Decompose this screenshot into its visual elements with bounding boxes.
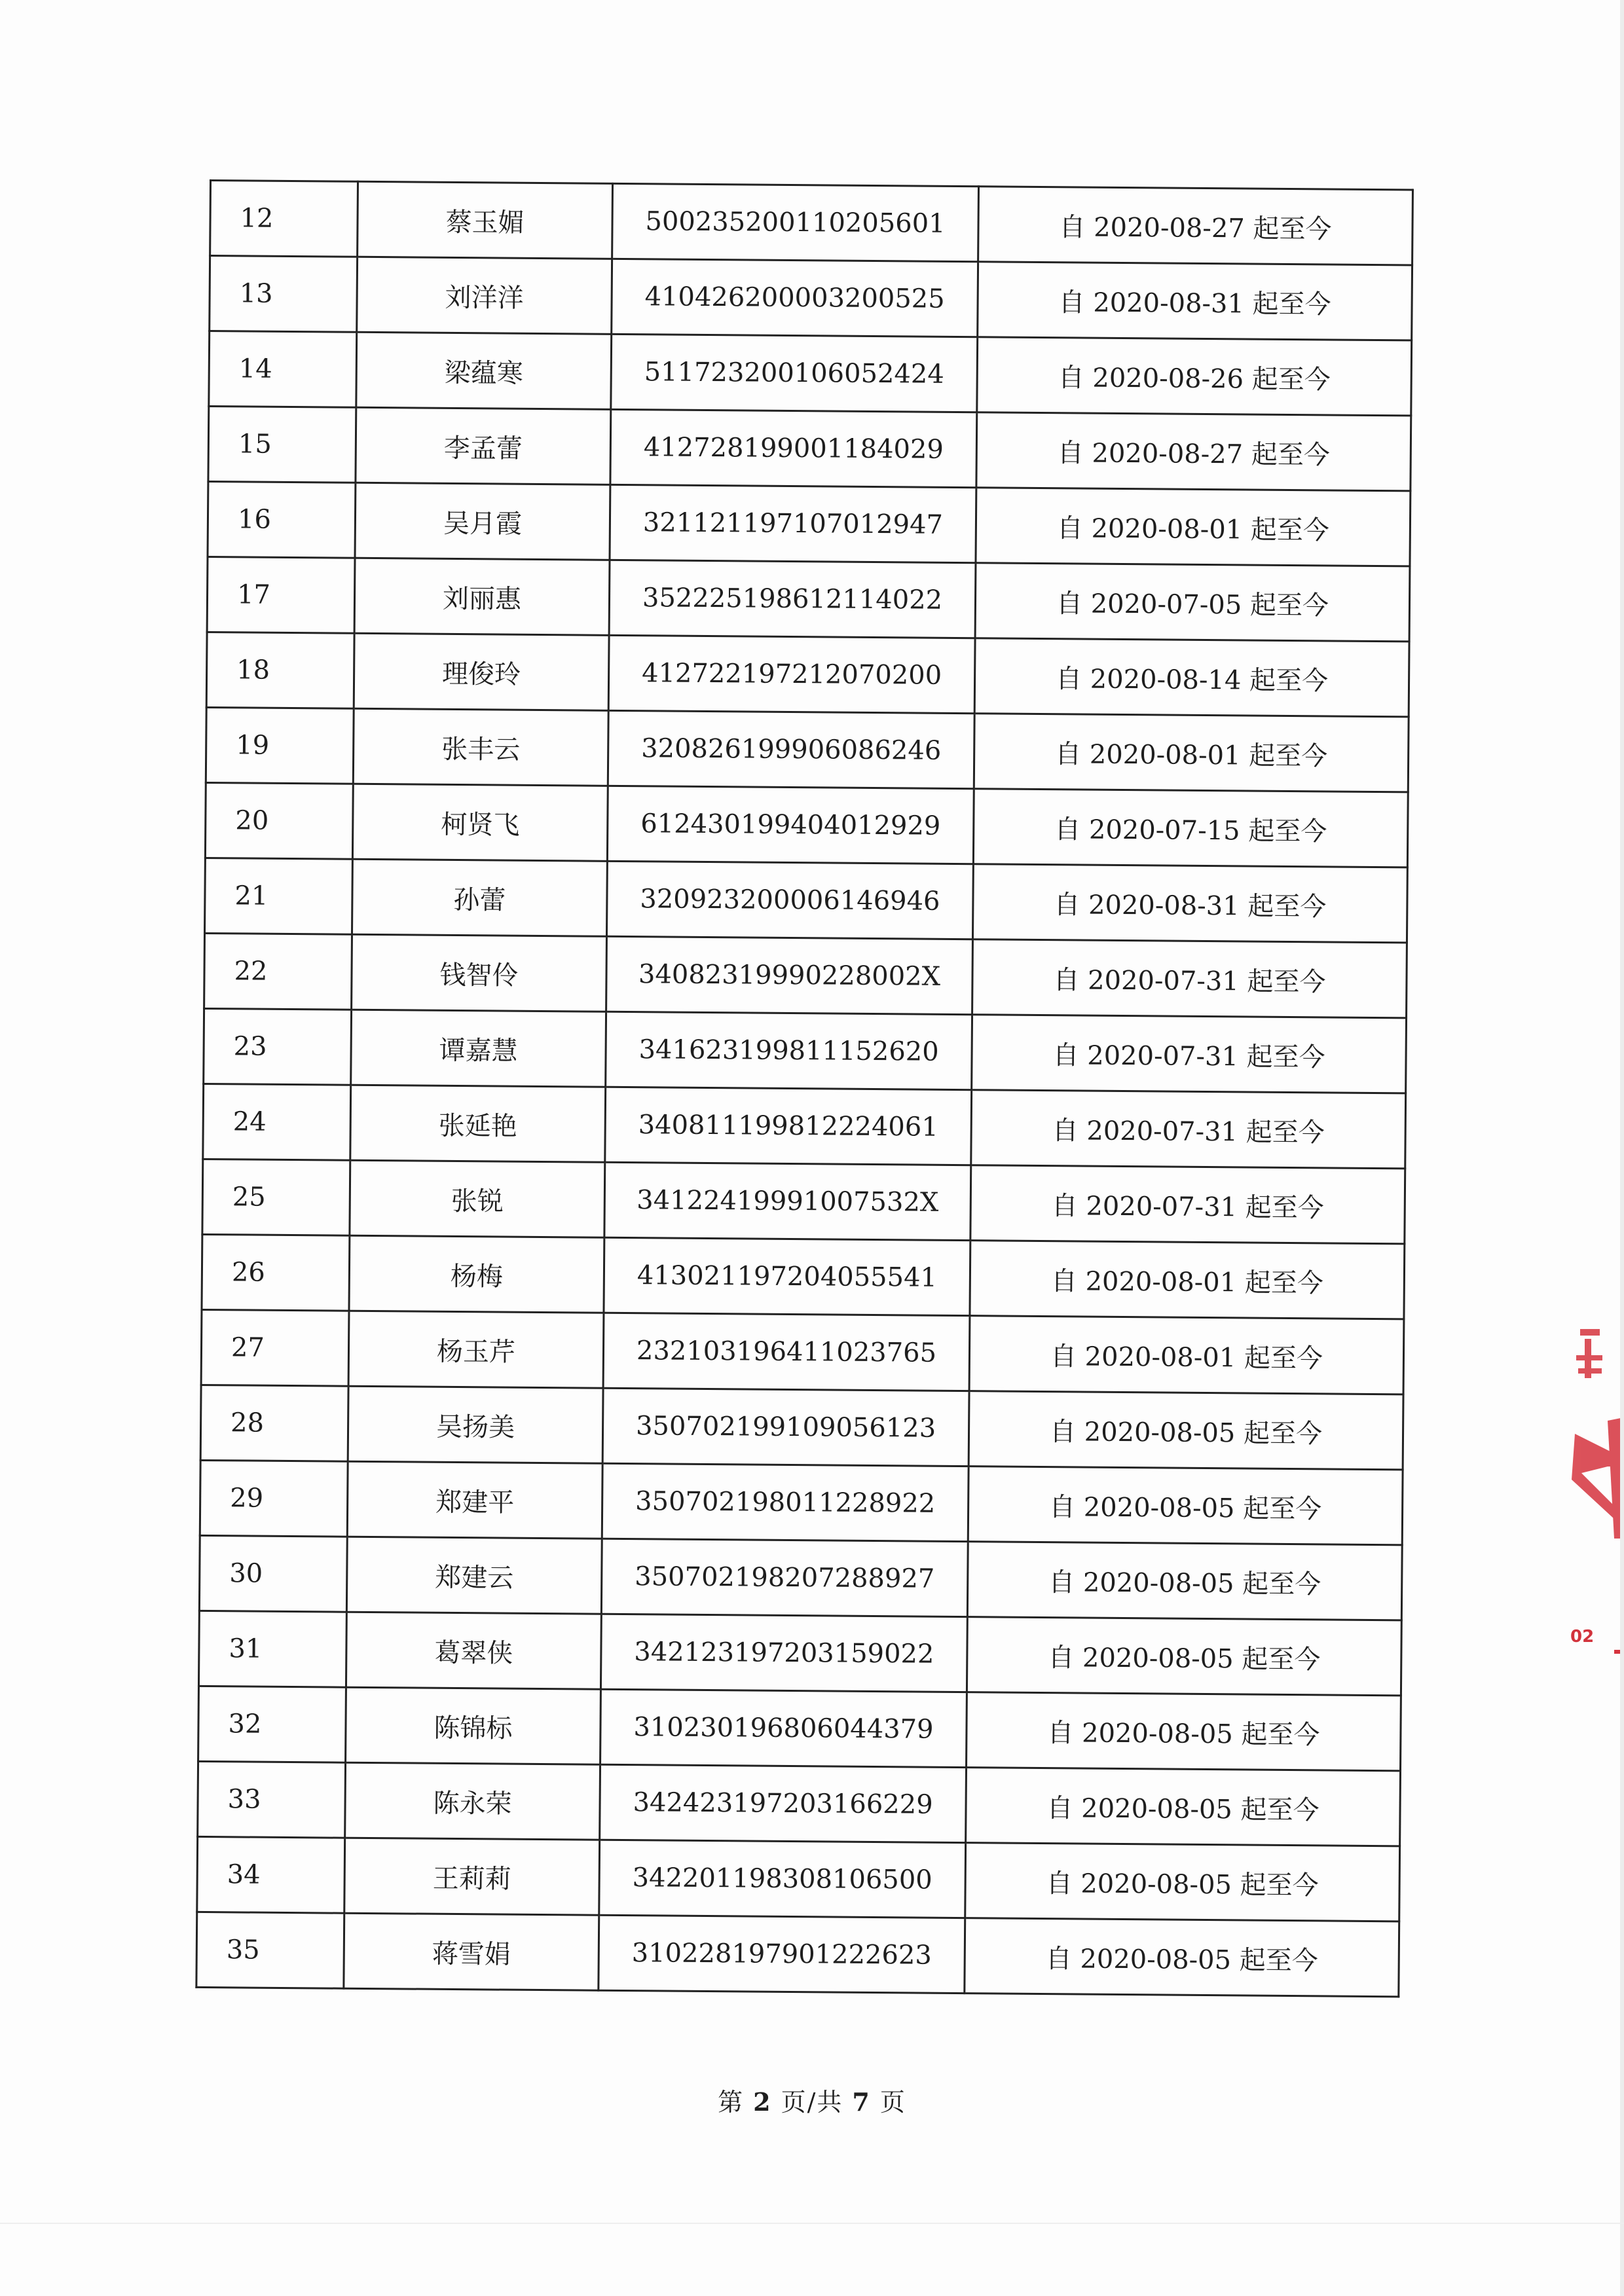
table-row bbox=[204, 933, 1407, 1017]
footer-total-pages: 7 bbox=[852, 2087, 871, 2117]
row-period: 自 2020-08-05 起至今 bbox=[967, 1617, 1401, 1696]
row-number: 25 bbox=[202, 1159, 350, 1235]
footer-middle: 页/共 bbox=[781, 2088, 843, 2117]
row-id-number: 612430199404012929 bbox=[607, 786, 974, 864]
row-number: 29 bbox=[200, 1460, 348, 1537]
row-name: 刘丽惠 bbox=[354, 558, 610, 635]
row-period: 自 2020-07-15 起至今 bbox=[973, 789, 1408, 867]
row-id-number: 310228197901222623 bbox=[599, 1915, 965, 1993]
row-id-number: 321121197107012947 bbox=[610, 484, 976, 562]
row-name: 张丰云 bbox=[353, 708, 608, 786]
row-id-number: 341623199811152620 bbox=[606, 1011, 972, 1089]
row-name: 杨梅 bbox=[349, 1235, 604, 1313]
row-id-number: 412722197212070200 bbox=[608, 635, 975, 713]
row-number: 26 bbox=[202, 1234, 350, 1311]
table-row bbox=[196, 1912, 1399, 1996]
footer-suffix: 页 bbox=[879, 2088, 906, 2117]
row-name: 葛翠侠 bbox=[346, 1612, 601, 1689]
row-name: 郑建平 bbox=[347, 1461, 602, 1539]
table-row bbox=[210, 256, 1412, 340]
row-name: 张延艳 bbox=[350, 1085, 606, 1162]
footer-prefix: 第 bbox=[718, 2088, 745, 2117]
row-period: 自 2020-07-05 起至今 bbox=[975, 563, 1410, 642]
row-name: 李孟蕾 bbox=[356, 407, 611, 484]
roster-table-wrapper bbox=[195, 179, 1382, 1997]
row-name: 谭嘉慧 bbox=[351, 1010, 606, 1087]
row-period: 自 2020-08-05 起至今 bbox=[965, 1918, 1399, 1997]
row-id-number: 511723200106052424 bbox=[611, 334, 978, 412]
row-number: 21 bbox=[205, 858, 353, 934]
row-number: 15 bbox=[208, 407, 356, 483]
table-row bbox=[208, 481, 1411, 566]
row-id-number: 34082319990228002X bbox=[606, 936, 973, 1014]
row-number: 32 bbox=[198, 1686, 346, 1762]
row-period: 自 2020-08-27 起至今 bbox=[976, 412, 1411, 491]
row-name: 吴月霞 bbox=[355, 483, 610, 560]
row-id-number: 350702198011228922 bbox=[602, 1463, 969, 1541]
table-row bbox=[208, 407, 1411, 491]
row-period: 自 2020-08-27 起至今 bbox=[978, 187, 1413, 265]
row-name: 王莉莉 bbox=[344, 1838, 600, 1915]
row-name: 陈永荣 bbox=[345, 1762, 600, 1840]
row-id-number: 413021197204055541 bbox=[604, 1237, 970, 1315]
roster-table bbox=[195, 179, 1414, 1997]
table-row bbox=[207, 556, 1410, 641]
row-period: 自 2020-08-05 起至今 bbox=[967, 1542, 1402, 1620]
table-row bbox=[200, 1460, 1403, 1544]
scan-edge bbox=[1620, 0, 1624, 2296]
row-period: 自 2020-08-05 起至今 bbox=[965, 1843, 1400, 1922]
row-period: 自 2020-08-05 起至今 bbox=[969, 1391, 1403, 1470]
table-row bbox=[206, 707, 1409, 792]
row-name: 吴扬美 bbox=[348, 1386, 603, 1463]
table-row bbox=[202, 1159, 1405, 1243]
row-name: 孙蕾 bbox=[352, 859, 607, 936]
row-period: 自 2020-07-31 起至今 bbox=[972, 1015, 1407, 1093]
row-number: 27 bbox=[201, 1309, 349, 1386]
footer-current-page: 2 bbox=[753, 2087, 772, 2117]
row-name: 陈锦标 bbox=[346, 1687, 601, 1764]
row-period: 自 2020-07-31 起至今 bbox=[971, 1090, 1406, 1169]
row-number: 20 bbox=[205, 782, 353, 859]
row-id-number: 342201198308106500 bbox=[599, 1840, 966, 1918]
row-id-number: 410426200003200525 bbox=[612, 259, 978, 337]
row-id-number: 232103196411023765 bbox=[603, 1313, 970, 1391]
row-name: 梁蕴寒 bbox=[356, 332, 612, 409]
table-row bbox=[204, 1008, 1407, 1093]
row-name: 杨玉芹 bbox=[348, 1311, 604, 1388]
row-id-number: 350702198207288927 bbox=[601, 1539, 968, 1616]
row-number: 17 bbox=[207, 556, 355, 633]
row-period: 自 2020-08-01 起至今 bbox=[970, 1241, 1405, 1319]
row-number: 16 bbox=[208, 481, 356, 558]
row-period: 自 2020-07-31 起至今 bbox=[970, 1165, 1405, 1244]
row-number: 13 bbox=[210, 256, 358, 333]
row-id-number: 310230196806044379 bbox=[600, 1689, 967, 1767]
row-id-number: 320826199906086246 bbox=[608, 710, 974, 788]
scan-bottom-line bbox=[0, 2223, 1624, 2224]
row-number: 12 bbox=[210, 181, 358, 257]
row-name: 蔡玉媚 bbox=[358, 181, 613, 259]
row-number: 18 bbox=[206, 632, 354, 708]
row-period: 自 2020-08-26 起至今 bbox=[977, 337, 1412, 416]
table-row bbox=[200, 1385, 1403, 1469]
row-id-number: 350702199109056123 bbox=[602, 1388, 969, 1466]
row-period: 自 2020-07-31 起至今 bbox=[972, 939, 1407, 1018]
row-number: 33 bbox=[198, 1761, 346, 1838]
row-id-number: 34122419991007532X bbox=[604, 1162, 971, 1240]
row-period: 自 2020-08-01 起至今 bbox=[976, 488, 1411, 566]
row-period: 自 2020-08-05 起至今 bbox=[967, 1692, 1401, 1771]
row-number: 14 bbox=[209, 331, 357, 408]
seal-fragment-text: 02 bbox=[1570, 1627, 1595, 1647]
row-id-number: 342423197203166229 bbox=[600, 1764, 967, 1842]
row-name: 刘洋洋 bbox=[357, 257, 612, 334]
table-row bbox=[202, 1234, 1405, 1319]
table-row bbox=[203, 1084, 1406, 1168]
table-row bbox=[210, 181, 1413, 265]
row-id-number: 342123197203159022 bbox=[600, 1614, 967, 1692]
row-number: 28 bbox=[200, 1385, 348, 1461]
row-id-number: 320923200006146946 bbox=[606, 861, 973, 939]
red-seal-fragment bbox=[1568, 1303, 1624, 1669]
row-period: 自 2020-08-05 起至今 bbox=[966, 1768, 1401, 1846]
row-period: 自 2020-08-05 起至今 bbox=[968, 1467, 1403, 1545]
row-id-number: 352225198612114022 bbox=[609, 560, 976, 638]
table-row bbox=[206, 632, 1409, 716]
row-id-number: 412728199001184029 bbox=[610, 409, 977, 487]
row-period: 自 2020-08-14 起至今 bbox=[974, 638, 1409, 717]
table-row bbox=[198, 1686, 1401, 1770]
row-period: 自 2020-08-31 起至今 bbox=[978, 262, 1412, 340]
row-number: 30 bbox=[199, 1535, 347, 1612]
row-period: 自 2020-08-01 起至今 bbox=[974, 714, 1409, 792]
row-number: 35 bbox=[196, 1912, 344, 1988]
table-row bbox=[205, 858, 1408, 942]
table-row bbox=[199, 1535, 1402, 1620]
row-number: 19 bbox=[206, 707, 354, 784]
table-row bbox=[209, 331, 1412, 416]
row-number: 23 bbox=[204, 1008, 352, 1085]
table-row bbox=[205, 782, 1408, 867]
roster-table-body bbox=[196, 181, 1413, 1997]
row-name: 郑建云 bbox=[346, 1537, 602, 1614]
table-row bbox=[198, 1761, 1401, 1846]
row-number: 22 bbox=[204, 933, 352, 1010]
row-number: 24 bbox=[203, 1084, 351, 1160]
row-number: 34 bbox=[197, 1836, 345, 1913]
table-row bbox=[197, 1836, 1400, 1921]
row-period: 自 2020-08-01 起至今 bbox=[969, 1316, 1404, 1394]
row-name: 柯贤飞 bbox=[352, 784, 608, 861]
row-name: 蒋雪娟 bbox=[344, 1913, 599, 1990]
table-row bbox=[198, 1611, 1401, 1695]
page-footer bbox=[0, 2082, 1624, 2118]
row-name: 理俊玲 bbox=[354, 633, 609, 710]
row-name: 钱智伶 bbox=[352, 934, 607, 1011]
row-number: 31 bbox=[198, 1611, 346, 1687]
row-id-number: 500235200110205601 bbox=[612, 183, 979, 261]
row-period: 自 2020-08-31 起至今 bbox=[972, 864, 1407, 943]
row-id-number: 340811199812224061 bbox=[605, 1087, 972, 1165]
row-name: 张锐 bbox=[350, 1160, 605, 1237]
table-row bbox=[201, 1309, 1404, 1394]
